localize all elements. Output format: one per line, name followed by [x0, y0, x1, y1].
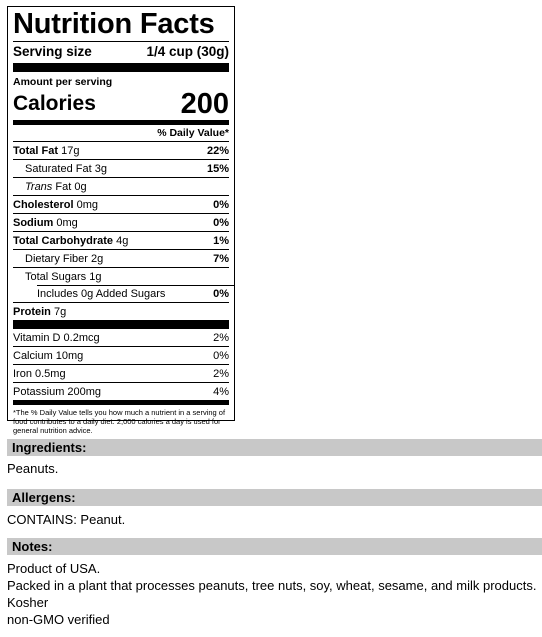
nutrient-amount: 17g [61, 144, 80, 157]
vitamin-row [13, 364, 229, 382]
vitamin-row [13, 329, 229, 346]
nutrient-name: Total Fat [13, 144, 59, 157]
allergens-heading: Allergens: [7, 489, 542, 506]
serving-size-label: Serving size [13, 44, 92, 59]
daily-value-footnote: *The % Daily Value tells you how much a nutrient in a serving of food contributes to a daily diet. 2,000 calories a day is used for general nutrition advice. [13, 408, 226, 435]
nutrient-dv: 1% [213, 234, 229, 247]
daily-value-header: % Daily Value* [157, 127, 229, 139]
notes-line: Kosher [7, 595, 49, 610]
nutrient-row-dietary-fiber [13, 249, 229, 267]
vitamin-dv: 2% [213, 367, 229, 380]
notes-line: non-GMO verified [7, 612, 110, 627]
nutrient-name-suffix: Fat [55, 180, 72, 193]
allergens-text: CONTAINS: Peanut. [7, 512, 126, 527]
vitamin-row [13, 346, 229, 364]
nutrient-dv: 15% [206, 162, 229, 175]
partial-divider [37, 285, 235, 286]
nutrient-row-sodium [13, 213, 229, 231]
nutrient-name: Total Carbohydrate [13, 234, 114, 247]
nutrient-name: Protein [13, 305, 51, 318]
vitamin-row [13, 382, 229, 400]
ingredients-heading: Ingredients: [7, 439, 542, 456]
vitamin-name: Potassium 200mg [13, 385, 102, 398]
serving-size-value: 1/4 cup (30g) [146, 44, 229, 59]
nutrition-facts-label [7, 6, 235, 435]
notes-line: Packed in a plant that processes peanuts, tree nuts, soy, wheat, sesame, and milk products. [7, 578, 537, 593]
nutrient-row-added-sugars [37, 285, 229, 302]
nutrient-dv: 0% [213, 198, 229, 211]
label-title: Nutrition Facts [13, 8, 215, 40]
thick-divider [13, 63, 229, 72]
amount-per-serving: Amount per serving [13, 76, 113, 88]
nutrient-row-saturated-fat [13, 159, 229, 177]
notes-line: Product of USA. [7, 561, 101, 576]
nutrient-name: Total Sugars [25, 270, 87, 283]
nutrient-dv: 0% [213, 216, 229, 229]
nutrient-name: Sodium [13, 216, 54, 229]
nutrient-row-cholesterol [13, 195, 229, 213]
nutrient-dv: 7% [213, 252, 229, 265]
nutrient-amount: 3g [94, 162, 107, 175]
calories-row [13, 88, 229, 118]
vitamin-dv: 4% [213, 385, 229, 398]
nutrient-amount: 0mg [76, 198, 98, 211]
nutrient-amount: 0g [74, 180, 87, 193]
vitamin-name: Calcium 10mg [13, 349, 84, 362]
nutrient-amount: 0mg [56, 216, 78, 229]
serving-size-row [13, 43, 229, 61]
divider [13, 41, 229, 42]
vitamin-dv: 0% [213, 349, 229, 362]
vitamin-dv: 2% [213, 331, 229, 344]
nutrient-amount: 2g [91, 252, 104, 265]
calories-label: Calories [13, 92, 96, 115]
nutrient-amount: 7g [53, 305, 67, 318]
vitamin-name: Vitamin D 0.2mcg [13, 331, 100, 344]
calories-value: 200 [180, 88, 229, 120]
nutrient-dv: 0% [213, 287, 229, 300]
ingredients-text: Peanuts. [7, 461, 59, 476]
nutrient-row-total-fat [13, 141, 229, 159]
nutrient-name: Includes 0g Added Sugars [37, 287, 166, 300]
nutrient-name: Dietary Fiber [25, 252, 88, 265]
nutrient-dv: 22% [206, 144, 229, 157]
nutrient-row-protein [13, 302, 229, 320]
nutrient-row-trans-fat [13, 177, 229, 195]
nutrient-name: Saturated Fat [25, 162, 92, 175]
thick-divider [13, 320, 229, 329]
nutrient-amount: 4g [116, 234, 129, 247]
nutrient-amount: 1g [89, 270, 102, 283]
notes-heading: Notes: [7, 538, 542, 555]
nutrient-name: Cholesterol [13, 198, 74, 211]
vitamin-name: Iron 0.5mg [13, 367, 66, 380]
nutrient-name: Trans [25, 180, 53, 193]
nutrient-row-total-carbohydrate [13, 231, 229, 249]
nutrient-row-total-sugars [13, 267, 229, 285]
